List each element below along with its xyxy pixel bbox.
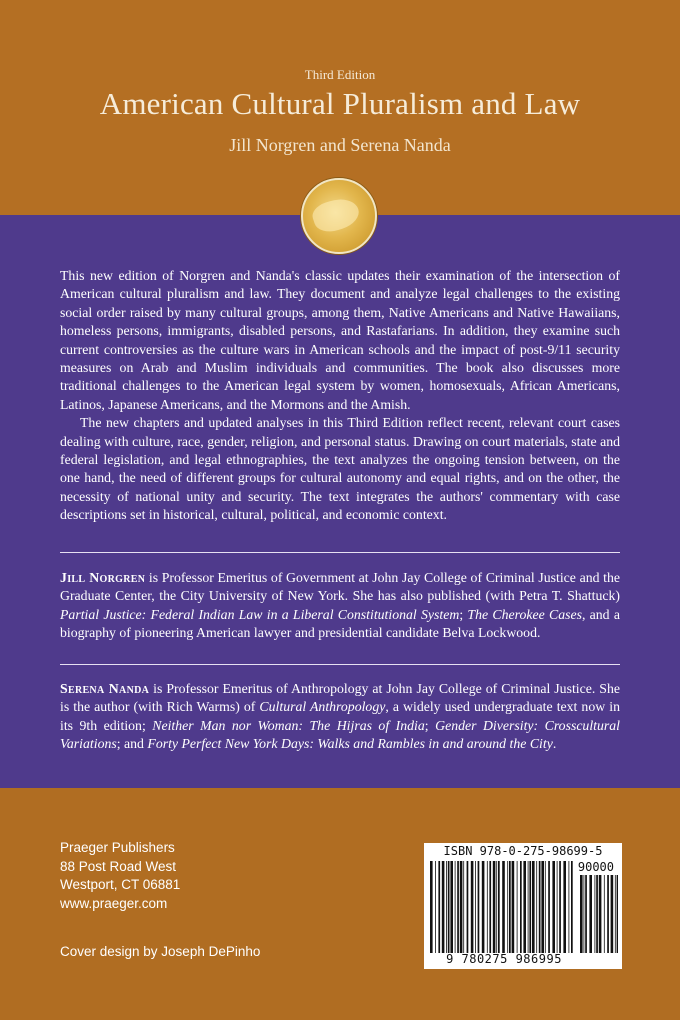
book-title: American Cultural Pluralism and Law bbox=[99, 86, 581, 121]
barcode-bar bbox=[541, 861, 544, 953]
barcode-bar bbox=[475, 861, 476, 953]
publisher-website: www.praeger.com bbox=[60, 895, 168, 911]
barcode-bar bbox=[599, 875, 602, 953]
barcode-bar bbox=[489, 861, 491, 953]
publisher-street: 88 Post Road West bbox=[60, 858, 177, 874]
barcode-bar bbox=[528, 861, 529, 953]
barcode-bar bbox=[548, 861, 550, 953]
bio-text: . bbox=[552, 736, 557, 752]
barcode-bar bbox=[493, 861, 496, 953]
author-name-norgren: Jill Norgren bbox=[60, 570, 146, 585]
barcode-bar bbox=[446, 861, 447, 953]
barcode-bar bbox=[435, 861, 436, 953]
barcode-bar bbox=[552, 861, 555, 953]
description-paragraph-1: This new edition of Norgren and Nanda's classic updates their examination of the intersection of American cultural pluralism and law. They document and analyze legal challenges to the existing social order raised by many cultural groups, among them, Native Americans and Native Hawaiians, homeless persons, immigrants, disabled persons, and Rastafarians. In addition, they examine such current controversies as the culture wars in American schools and the impact of post-9/11 security measures on Arab and Muslim individuals and communities. The book also discusses more traditional challenges to the American legal system by women, homosexuals, African Americans, Latinos, Japanese Americans, and the Mormons and the Amish. bbox=[60, 268, 620, 412]
barcode-bar bbox=[455, 861, 456, 953]
barcode-bar bbox=[502, 861, 505, 953]
barcode-bar bbox=[460, 861, 463, 953]
barcode-bar bbox=[559, 861, 561, 953]
bio-text: is Professor Emeritus of Anthropology at John Jay College of Criminal Justice. She is the author (with Rich Warms) of bbox=[60, 681, 621, 715]
bio-text: is Professor Emeritus of Government at John Jay College of Criminal Justice and the Graduate Center, the City University of New York. She has also published (with Petra T. Shattuck) bbox=[60, 570, 620, 604]
barcode-bar bbox=[563, 861, 566, 953]
ean-digits: 9 780275 986995 bbox=[446, 952, 562, 966]
barcode-bar bbox=[589, 875, 592, 953]
barcode-bar bbox=[482, 861, 485, 953]
author-bio-nanda bbox=[60, 680, 620, 754]
barcode-bar bbox=[442, 861, 445, 953]
barcode-bar bbox=[438, 861, 440, 953]
barcode-bar bbox=[545, 861, 546, 953]
barcode-bar bbox=[557, 861, 558, 953]
barcode-bar bbox=[430, 861, 433, 953]
barcode-bar bbox=[496, 861, 497, 953]
cover-design-credit: Cover design by Joseph DePinho bbox=[60, 944, 261, 959]
book-title-italic: The Cherokee Cases bbox=[467, 606, 582, 622]
barcode-bar bbox=[517, 861, 518, 953]
barcode-bar bbox=[604, 875, 605, 953]
barcode-bar bbox=[595, 875, 596, 953]
book-title-italic: Cultural Anthropology bbox=[259, 699, 386, 715]
book-title-italic: Gender Diversity: Crosscultural Variations bbox=[60, 717, 621, 752]
barcode-bar bbox=[617, 875, 618, 953]
barcode-bar bbox=[529, 861, 531, 953]
bio-text: , a widely used undergraduate text now in its 9th edition; bbox=[60, 699, 620, 733]
barcode-bar bbox=[571, 861, 573, 953]
book-title-italic: Forty Perfect New York Days: Walks and Rambles in and around the City bbox=[147, 736, 553, 752]
barcode-bar bbox=[615, 875, 616, 953]
barcode-bar bbox=[607, 875, 609, 953]
book-title-italic: Partial Justice: Federal Indian Law in a Liberal Constitutional System bbox=[60, 606, 460, 622]
barcode-bar bbox=[584, 875, 585, 953]
divider-1 bbox=[60, 552, 620, 553]
publisher-name: Praeger Publishers bbox=[60, 840, 175, 855]
barcode-bar bbox=[611, 875, 614, 953]
book-title-italic: Neither Man nor Woman: The Hijras of India bbox=[152, 717, 425, 733]
barcode-bar bbox=[463, 861, 464, 953]
price-barcode bbox=[580, 875, 618, 953]
barcode-bar bbox=[520, 861, 522, 953]
bio-text: , and a biography of pioneering American lawyer and presidential candidate Belva Lockwood. bbox=[60, 606, 620, 641]
barcode-bar bbox=[448, 861, 450, 953]
book-description bbox=[60, 267, 620, 525]
isbn-label: ISBN 978-0-275-98699-5 bbox=[443, 844, 603, 858]
author-bio-norgren bbox=[60, 569, 620, 643]
barcode-bar bbox=[536, 861, 537, 953]
barcode-bar bbox=[471, 861, 474, 953]
description-paragraph-2: The new chapters and updated analyses in this Third Edition reflect recent, relevant court cases dealing with culture, race, gender, religion, and personal status. Drawing on court materials, state and federal legislation, and legal ethnographies, the text analyzes the ongoing tension between, on the one hand, the need of different groups for cultural autonomy and equal rights, and on the other, the necessity of national unity and security. The text integrates the authors' commentary with case descriptions set in historical, cultural, political, and economic context. bbox=[60, 415, 620, 523]
barcode-bar bbox=[498, 861, 500, 953]
publisher-block bbox=[60, 839, 180, 913]
barcode-bar bbox=[478, 861, 480, 953]
barcode-bar bbox=[467, 861, 469, 953]
barcode-block bbox=[424, 843, 622, 969]
publisher-city: Westport, CT 06881 bbox=[60, 877, 181, 892]
barcode-bar bbox=[539, 861, 541, 953]
barcode-bar bbox=[585, 875, 587, 953]
medallion-image bbox=[301, 178, 377, 254]
price-code: 90000 bbox=[577, 860, 614, 874]
barcode-bar bbox=[596, 875, 598, 953]
barcode-bar bbox=[457, 861, 459, 953]
divider-2 bbox=[60, 664, 620, 665]
barcode-bar bbox=[507, 861, 508, 953]
hand-illustration bbox=[309, 194, 362, 237]
book-authors: Jill Norgren and Serena Nanda bbox=[229, 135, 451, 155]
edition-label: Third Edition bbox=[304, 67, 376, 82]
barcode-bar bbox=[512, 861, 515, 953]
barcode-bar bbox=[569, 861, 570, 953]
barcode-bar bbox=[532, 861, 535, 953]
author-name-nanda: Serena Nanda bbox=[60, 681, 150, 696]
barcode-bar bbox=[450, 861, 453, 953]
barcode-bar bbox=[509, 861, 511, 953]
bio-text: ; bbox=[424, 717, 436, 733]
bio-text: ; bbox=[459, 606, 468, 622]
barcode-bar bbox=[580, 875, 583, 953]
ean-barcode bbox=[430, 861, 574, 953]
barcode-bar bbox=[487, 861, 488, 953]
barcode-bar bbox=[523, 861, 526, 953]
bio-text: ; and bbox=[116, 736, 148, 752]
